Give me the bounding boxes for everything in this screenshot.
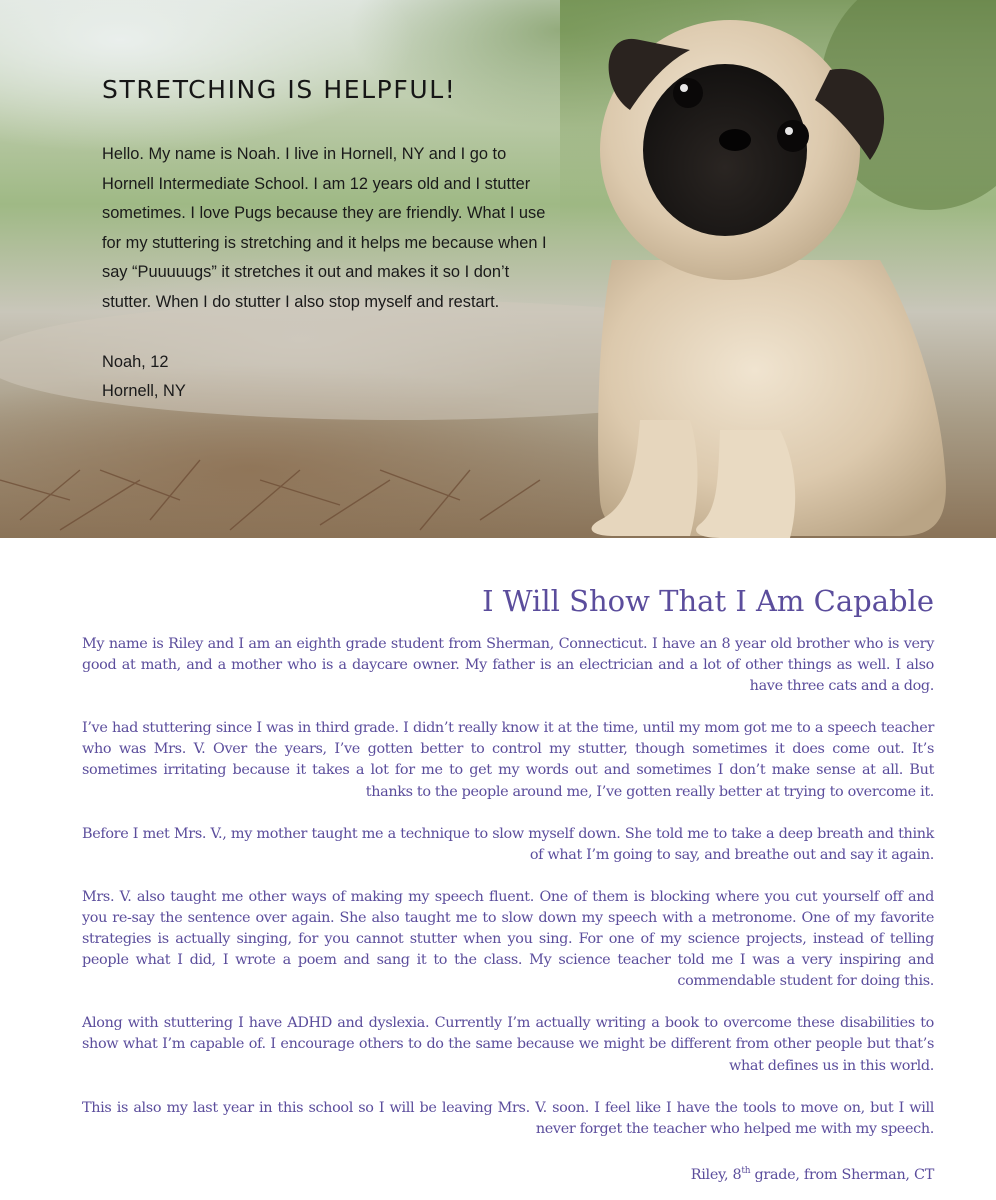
hero-body: Hello. My name is Noah. I live in Hornell, NY and I go to Hornell Intermediate School. I am 12 years old and I stutter sometimes. I love Pugs because they are friendly. What I use for my stuttering is stretching and it helps me because when I say “Puuuuugs” it stretches it out and makes it so I don’t stutter. When I do stutter I also stop myself and restart. — [102, 145, 547, 311]
hero-section — [0, 0, 996, 538]
article-paragraph-2: I’ve had stuttering since I was in third grade. I didn’t really know it at the time, until my mom got me to a speech teacher who was Mrs. V. Over the years, I’ve gotten better to control my stutter, though sometimes it does come out. It’s sometimes irritating because it takes a lot for me to get my words out and sometimes I don’t make sense at all. But thanks to the people around me, I’ve gotten really better at trying to overcome it. — [82, 720, 934, 800]
article-paragraph-4: Mrs. V. also taught me other ways of making my speech fluent. One of them is blocking where you cut yourself off and you re-say the sentence over again. She also taught me to slow down my speech with a metronome. One of my favorite strategies is actually singing, for you cannot stutter when you sing. For one of my science projects, instead of telling people what I did, I wrote a poem and sang it to the class. My science teacher told me I was a very inspiring and commendable student for doing this. — [82, 888, 934, 990]
article-title: I Will Show That I Am Capable — [482, 584, 934, 618]
signature-pre: Riley, 8 — [690, 1166, 742, 1183]
hero-signature-place: Hornell, NY — [102, 382, 186, 401]
article-paragraph-1: My name is Riley and I am an eighth grade student from Sherman, Connecticut. I have an 8 year old brother who is very good at math, and a mother who is a daycare owner. My father is an electrician and a lot of other things as well. I also have three cats and a dog. — [82, 636, 934, 695]
article-signature — [82, 1161, 934, 1186]
article-paragraph-5: Along with stuttering I have ADHD and dyslexia. Currently I’m actually writing a book to overcome these disabilities to show what I’m capable of. I encourage others to do the same because we might be different from other people but that’s what defines us in this world. — [82, 1015, 934, 1074]
article-section — [82, 580, 934, 1186]
hero-signature — [102, 348, 562, 407]
article-paragraph-3: Before I met Mrs. V., my mother taught me a technique to slow myself down. She told me to take a deep breath and think of what I’m going to say, and breathe out and say it again. — [82, 825, 934, 863]
hero-signature-name: Noah, 12 — [102, 352, 169, 371]
signature-post: grade, from Sherman, CT — [750, 1166, 934, 1183]
hero-text-block — [102, 60, 562, 407]
signature-sup: th — [741, 1165, 751, 1176]
article-paragraph-6: This is also my last year in this school so I will be leaving Mrs. V. soon. I feel like I have the tools to move on, but I will never forget the teacher who helped me with my speech. — [82, 1099, 934, 1137]
hero-title: STRETCHING IS HELPFUL! — [102, 75, 457, 104]
article-body — [82, 634, 934, 1140]
